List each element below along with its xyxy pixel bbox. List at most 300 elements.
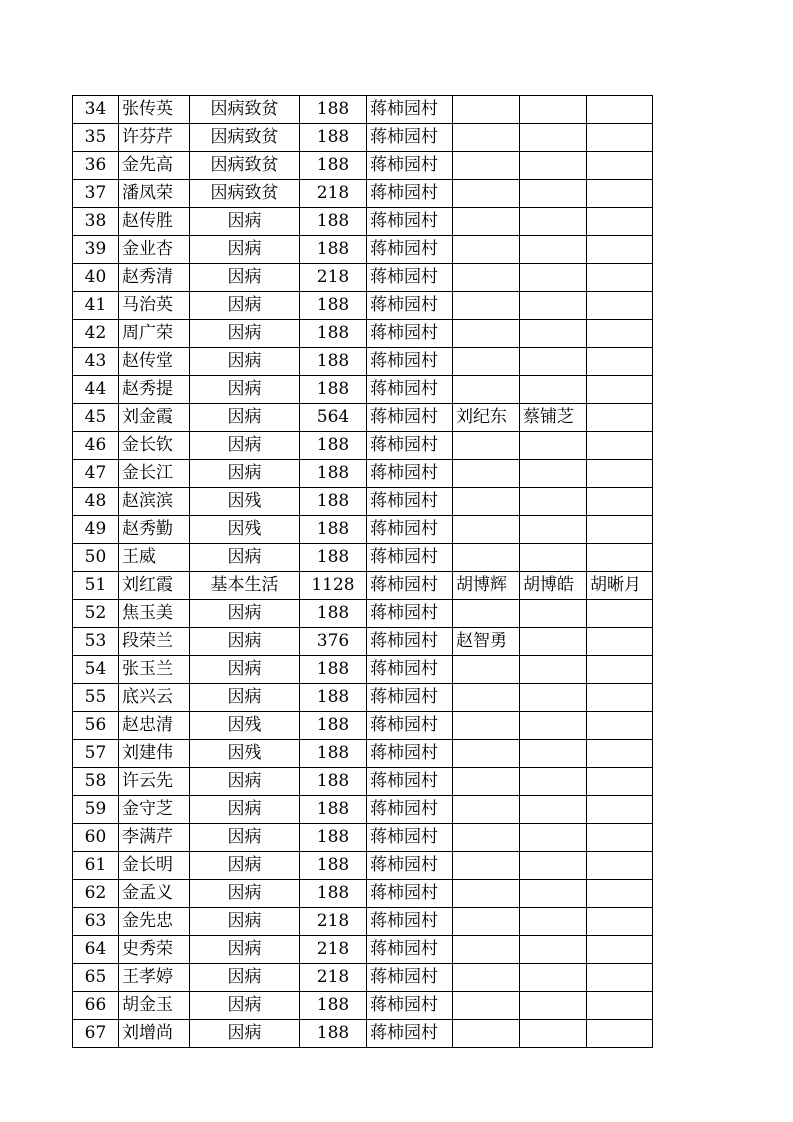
row-number: 56 — [73, 712, 119, 740]
village-cell: 蒋柿园村 — [367, 852, 453, 880]
name-cell: 张传英 — [119, 96, 190, 124]
member-cell-3 — [587, 852, 653, 880]
reason-cell: 因病 — [190, 964, 300, 992]
member-cell-2 — [520, 236, 587, 264]
village-cell: 蒋柿园村 — [367, 712, 453, 740]
member-cell-1 — [453, 908, 520, 936]
member-cell-2 — [520, 348, 587, 376]
member-cell-2 — [520, 880, 587, 908]
member-cell-3 — [587, 264, 653, 292]
reason-cell: 因残 — [190, 712, 300, 740]
table-row — [73, 320, 653, 348]
member-cell-2 — [520, 712, 587, 740]
reason-cell: 因病致贫 — [190, 124, 300, 152]
table-row — [73, 208, 653, 236]
member-cell-2 — [520, 124, 587, 152]
member-cell-2 — [520, 152, 587, 180]
member-cell-2 — [520, 320, 587, 348]
table-row — [73, 1020, 653, 1048]
member-cell-1 — [453, 264, 520, 292]
table-row — [73, 600, 653, 628]
amount-cell: 188 — [300, 992, 367, 1020]
member-cell-2 — [520, 460, 587, 488]
table-body — [73, 96, 653, 1048]
amount-cell: 188 — [300, 684, 367, 712]
table-row — [73, 292, 653, 320]
reason-cell: 因病 — [190, 684, 300, 712]
table-row — [73, 124, 653, 152]
member-cell-1 — [453, 740, 520, 768]
table-row — [73, 236, 653, 264]
row-number: 59 — [73, 796, 119, 824]
village-cell: 蒋柿园村 — [367, 656, 453, 684]
reason-cell: 因病 — [190, 992, 300, 1020]
reason-cell: 因病 — [190, 404, 300, 432]
table-row — [73, 880, 653, 908]
member-cell-1 — [453, 600, 520, 628]
amount-cell: 188 — [300, 208, 367, 236]
village-cell: 蒋柿园村 — [367, 432, 453, 460]
reason-cell: 因病 — [190, 264, 300, 292]
member-cell-2 — [520, 852, 587, 880]
village-cell: 蒋柿园村 — [367, 152, 453, 180]
village-cell: 蒋柿园村 — [367, 824, 453, 852]
row-number: 50 — [73, 544, 119, 572]
name-cell: 金长明 — [119, 852, 190, 880]
row-number: 66 — [73, 992, 119, 1020]
member-cell-1 — [453, 124, 520, 152]
name-cell: 史秀荣 — [119, 936, 190, 964]
row-number: 67 — [73, 1020, 119, 1048]
row-number: 62 — [73, 880, 119, 908]
member-cell-3 — [587, 348, 653, 376]
village-cell: 蒋柿园村 — [367, 964, 453, 992]
reason-cell: 因病致贫 — [190, 96, 300, 124]
member-cell-3 — [587, 600, 653, 628]
member-cell-3 — [587, 992, 653, 1020]
reason-cell: 因病 — [190, 936, 300, 964]
name-cell: 金业杏 — [119, 236, 190, 264]
member-cell-1 — [453, 516, 520, 544]
amount-cell: 188 — [300, 292, 367, 320]
member-cell-3 — [587, 740, 653, 768]
member-cell-2 — [520, 544, 587, 572]
table-row — [73, 432, 653, 460]
amount-cell: 564 — [300, 404, 367, 432]
amount-cell: 188 — [300, 236, 367, 264]
member-cell-3 — [587, 152, 653, 180]
member-cell-1 — [453, 684, 520, 712]
reason-cell: 因病 — [190, 208, 300, 236]
name-cell: 段荣兰 — [119, 628, 190, 656]
reason-cell: 因病 — [190, 348, 300, 376]
member-cell-1 — [453, 236, 520, 264]
row-number: 37 — [73, 180, 119, 208]
row-number: 49 — [73, 516, 119, 544]
member-cell-3: 胡晰月 — [587, 572, 653, 600]
village-cell: 蒋柿园村 — [367, 488, 453, 516]
row-number: 60 — [73, 824, 119, 852]
member-cell-2 — [520, 516, 587, 544]
member-cell-3 — [587, 320, 653, 348]
member-cell-1 — [453, 796, 520, 824]
village-cell: 蒋柿园村 — [367, 180, 453, 208]
member-cell-3 — [587, 908, 653, 936]
member-cell-2 — [520, 1020, 587, 1048]
table-row — [73, 264, 653, 292]
table-row — [73, 96, 653, 124]
table-row — [73, 348, 653, 376]
member-cell-3 — [587, 460, 653, 488]
name-cell: 周广荣 — [119, 320, 190, 348]
reason-cell: 因病 — [190, 600, 300, 628]
village-cell: 蒋柿园村 — [367, 320, 453, 348]
name-cell: 刘增尚 — [119, 1020, 190, 1048]
amount-cell: 218 — [300, 180, 367, 208]
name-cell: 马治英 — [119, 292, 190, 320]
name-cell: 金长钦 — [119, 432, 190, 460]
name-cell: 底兴云 — [119, 684, 190, 712]
member-cell-2 — [520, 208, 587, 236]
member-cell-3 — [587, 880, 653, 908]
member-cell-3 — [587, 404, 653, 432]
name-cell: 刘金霞 — [119, 404, 190, 432]
table-row — [73, 544, 653, 572]
member-cell-1 — [453, 880, 520, 908]
member-cell-1: 刘纪东 — [453, 404, 520, 432]
table-row — [73, 376, 653, 404]
amount-cell: 188 — [300, 432, 367, 460]
row-number: 36 — [73, 152, 119, 180]
village-cell: 蒋柿园村 — [367, 124, 453, 152]
member-cell-2 — [520, 992, 587, 1020]
village-cell: 蒋柿园村 — [367, 236, 453, 264]
row-number: 64 — [73, 936, 119, 964]
village-cell: 蒋柿园村 — [367, 992, 453, 1020]
member-cell-3 — [587, 964, 653, 992]
member-cell-1 — [453, 544, 520, 572]
member-cell-1 — [453, 964, 520, 992]
amount-cell: 188 — [300, 796, 367, 824]
amount-cell: 188 — [300, 516, 367, 544]
member-cell-3 — [587, 376, 653, 404]
member-cell-2 — [520, 180, 587, 208]
member-cell-2 — [520, 96, 587, 124]
reason-cell: 因病 — [190, 236, 300, 264]
member-cell-2: 胡博皓 — [520, 572, 587, 600]
table-row — [73, 460, 653, 488]
member-cell-1 — [453, 768, 520, 796]
member-cell-1 — [453, 992, 520, 1020]
amount-cell: 188 — [300, 96, 367, 124]
amount-cell: 188 — [300, 460, 367, 488]
member-cell-1 — [453, 656, 520, 684]
member-cell-2 — [520, 740, 587, 768]
reason-cell: 因病 — [190, 852, 300, 880]
amount-cell: 188 — [300, 544, 367, 572]
member-cell-3 — [587, 236, 653, 264]
member-cell-1 — [453, 208, 520, 236]
name-cell: 刘建伟 — [119, 740, 190, 768]
name-cell: 赵秀提 — [119, 376, 190, 404]
table-row — [73, 740, 653, 768]
village-cell: 蒋柿园村 — [367, 1020, 453, 1048]
row-number: 55 — [73, 684, 119, 712]
amount-cell: 188 — [300, 852, 367, 880]
table-row — [73, 656, 653, 684]
member-cell-1 — [453, 180, 520, 208]
table-row — [73, 796, 653, 824]
row-number: 61 — [73, 852, 119, 880]
village-cell: 蒋柿园村 — [367, 908, 453, 936]
village-cell: 蒋柿园村 — [367, 208, 453, 236]
village-cell: 蒋柿园村 — [367, 264, 453, 292]
member-cell-1 — [453, 292, 520, 320]
reason-cell: 因病 — [190, 376, 300, 404]
amount-cell: 188 — [300, 712, 367, 740]
row-number: 43 — [73, 348, 119, 376]
member-cell-3 — [587, 96, 653, 124]
name-cell: 金孟义 — [119, 880, 190, 908]
reason-cell: 因病 — [190, 656, 300, 684]
row-number: 42 — [73, 320, 119, 348]
name-cell: 赵秀清 — [119, 264, 190, 292]
member-cell-1 — [453, 460, 520, 488]
name-cell: 胡金玉 — [119, 992, 190, 1020]
name-cell: 金守芝 — [119, 796, 190, 824]
village-cell: 蒋柿园村 — [367, 936, 453, 964]
name-cell: 许云先 — [119, 768, 190, 796]
amount-cell: 218 — [300, 936, 367, 964]
name-cell: 刘红霞 — [119, 572, 190, 600]
amount-cell: 188 — [300, 880, 367, 908]
member-cell-1 — [453, 348, 520, 376]
village-cell: 蒋柿园村 — [367, 348, 453, 376]
member-cell-2 — [520, 964, 587, 992]
name-cell: 焦玉美 — [119, 600, 190, 628]
member-cell-2 — [520, 796, 587, 824]
member-cell-2: 蔡铺芝 — [520, 404, 587, 432]
village-cell: 蒋柿园村 — [367, 880, 453, 908]
member-cell-3 — [587, 124, 653, 152]
member-cell-2 — [520, 628, 587, 656]
member-cell-2 — [520, 768, 587, 796]
row-number: 35 — [73, 124, 119, 152]
village-cell: 蒋柿园村 — [367, 684, 453, 712]
member-cell-3 — [587, 656, 653, 684]
reason-cell: 因残 — [190, 740, 300, 768]
reason-cell: 因病致贫 — [190, 180, 300, 208]
village-cell: 蒋柿园村 — [367, 740, 453, 768]
amount-cell: 188 — [300, 348, 367, 376]
name-cell: 王威 — [119, 544, 190, 572]
amount-cell: 218 — [300, 908, 367, 936]
member-cell-2 — [520, 824, 587, 852]
name-cell: 赵忠清 — [119, 712, 190, 740]
reason-cell: 因病 — [190, 824, 300, 852]
member-cell-1 — [453, 824, 520, 852]
row-number: 54 — [73, 656, 119, 684]
row-number: 63 — [73, 908, 119, 936]
member-cell-1: 胡博辉 — [453, 572, 520, 600]
table-row — [73, 852, 653, 880]
member-cell-3 — [587, 712, 653, 740]
member-cell-1 — [453, 432, 520, 460]
member-cell-3 — [587, 488, 653, 516]
member-cell-2 — [520, 656, 587, 684]
row-number: 38 — [73, 208, 119, 236]
reason-cell: 因病 — [190, 1020, 300, 1048]
reason-cell: 因残 — [190, 488, 300, 516]
member-cell-2 — [520, 908, 587, 936]
village-cell: 蒋柿园村 — [367, 376, 453, 404]
member-cell-2 — [520, 936, 587, 964]
member-cell-3 — [587, 180, 653, 208]
village-cell: 蒋柿园村 — [367, 292, 453, 320]
name-cell: 金先高 — [119, 152, 190, 180]
name-cell: 金先忠 — [119, 908, 190, 936]
member-cell-2 — [520, 432, 587, 460]
member-cell-3 — [587, 1020, 653, 1048]
name-cell: 许芬芹 — [119, 124, 190, 152]
member-cell-1 — [453, 96, 520, 124]
row-number: 44 — [73, 376, 119, 404]
table-row — [73, 516, 653, 544]
table-row — [73, 908, 653, 936]
member-cell-2 — [520, 376, 587, 404]
row-number: 57 — [73, 740, 119, 768]
member-cell-1 — [453, 852, 520, 880]
name-cell: 李满芹 — [119, 824, 190, 852]
row-number: 52 — [73, 600, 119, 628]
member-cell-1 — [453, 152, 520, 180]
member-cell-3 — [587, 544, 653, 572]
amount-cell: 188 — [300, 600, 367, 628]
village-cell: 蒋柿园村 — [367, 404, 453, 432]
table-row — [73, 404, 653, 432]
member-cell-1 — [453, 488, 520, 516]
member-cell-2 — [520, 684, 587, 712]
member-cell-3 — [587, 768, 653, 796]
table-row — [73, 824, 653, 852]
reason-cell: 因病致贫 — [190, 152, 300, 180]
row-number: 40 — [73, 264, 119, 292]
reason-cell: 因病 — [190, 544, 300, 572]
amount-cell: 188 — [300, 124, 367, 152]
reason-cell: 因病 — [190, 320, 300, 348]
reason-cell: 因病 — [190, 908, 300, 936]
member-cell-3 — [587, 824, 653, 852]
name-cell: 张玉兰 — [119, 656, 190, 684]
name-cell: 金长江 — [119, 460, 190, 488]
row-number: 47 — [73, 460, 119, 488]
amount-cell: 188 — [300, 152, 367, 180]
member-cell-1 — [453, 936, 520, 964]
table-row — [73, 768, 653, 796]
name-cell: 潘凤荣 — [119, 180, 190, 208]
village-cell: 蒋柿园村 — [367, 460, 453, 488]
table-row — [73, 628, 653, 656]
name-cell: 赵传胜 — [119, 208, 190, 236]
member-cell-1 — [453, 320, 520, 348]
village-cell: 蒋柿园村 — [367, 628, 453, 656]
reason-cell: 因病 — [190, 432, 300, 460]
amount-cell: 188 — [300, 488, 367, 516]
member-cell-3 — [587, 796, 653, 824]
row-number: 39 — [73, 236, 119, 264]
table-row — [73, 572, 653, 600]
row-number: 48 — [73, 488, 119, 516]
amount-cell: 188 — [300, 768, 367, 796]
name-cell: 赵传堂 — [119, 348, 190, 376]
member-cell-3 — [587, 292, 653, 320]
member-cell-1 — [453, 376, 520, 404]
village-cell: 蒋柿园村 — [367, 516, 453, 544]
table-row — [73, 684, 653, 712]
table-row — [73, 180, 653, 208]
member-cell-3 — [587, 432, 653, 460]
village-cell: 蒋柿园村 — [367, 96, 453, 124]
village-cell: 蒋柿园村 — [367, 572, 453, 600]
amount-cell: 188 — [300, 656, 367, 684]
amount-cell: 188 — [300, 740, 367, 768]
table-row — [73, 152, 653, 180]
member-cell-2 — [520, 600, 587, 628]
table-row — [73, 936, 653, 964]
amount-cell: 376 — [300, 628, 367, 656]
row-number: 34 — [73, 96, 119, 124]
reason-cell: 因病 — [190, 628, 300, 656]
reason-cell: 因病 — [190, 292, 300, 320]
member-cell-3 — [587, 628, 653, 656]
amount-cell: 188 — [300, 320, 367, 348]
amount-cell: 188 — [300, 824, 367, 852]
relief-roster-table — [72, 95, 653, 1048]
member-cell-1: 赵智勇 — [453, 628, 520, 656]
village-cell: 蒋柿园村 — [367, 544, 453, 572]
row-number: 45 — [73, 404, 119, 432]
member-cell-2 — [520, 488, 587, 516]
member-cell-2 — [520, 264, 587, 292]
row-number: 53 — [73, 628, 119, 656]
reason-cell: 因病 — [190, 880, 300, 908]
table-row — [73, 992, 653, 1020]
name-cell: 赵滨滨 — [119, 488, 190, 516]
table-row — [73, 964, 653, 992]
village-cell: 蒋柿园村 — [367, 768, 453, 796]
table-row — [73, 712, 653, 740]
amount-cell: 218 — [300, 964, 367, 992]
amount-cell: 188 — [300, 1020, 367, 1048]
member-cell-2 — [520, 292, 587, 320]
member-cell-3 — [587, 516, 653, 544]
row-number: 51 — [73, 572, 119, 600]
reason-cell: 因残 — [190, 516, 300, 544]
reason-cell: 因病 — [190, 796, 300, 824]
village-cell: 蒋柿园村 — [367, 600, 453, 628]
member-cell-3 — [587, 208, 653, 236]
amount-cell: 188 — [300, 376, 367, 404]
row-number: 41 — [73, 292, 119, 320]
row-number: 46 — [73, 432, 119, 460]
member-cell-3 — [587, 936, 653, 964]
row-number: 58 — [73, 768, 119, 796]
member-cell-3 — [587, 684, 653, 712]
member-cell-1 — [453, 1020, 520, 1048]
reason-cell: 因病 — [190, 460, 300, 488]
name-cell: 赵秀勤 — [119, 516, 190, 544]
table-row — [73, 488, 653, 516]
